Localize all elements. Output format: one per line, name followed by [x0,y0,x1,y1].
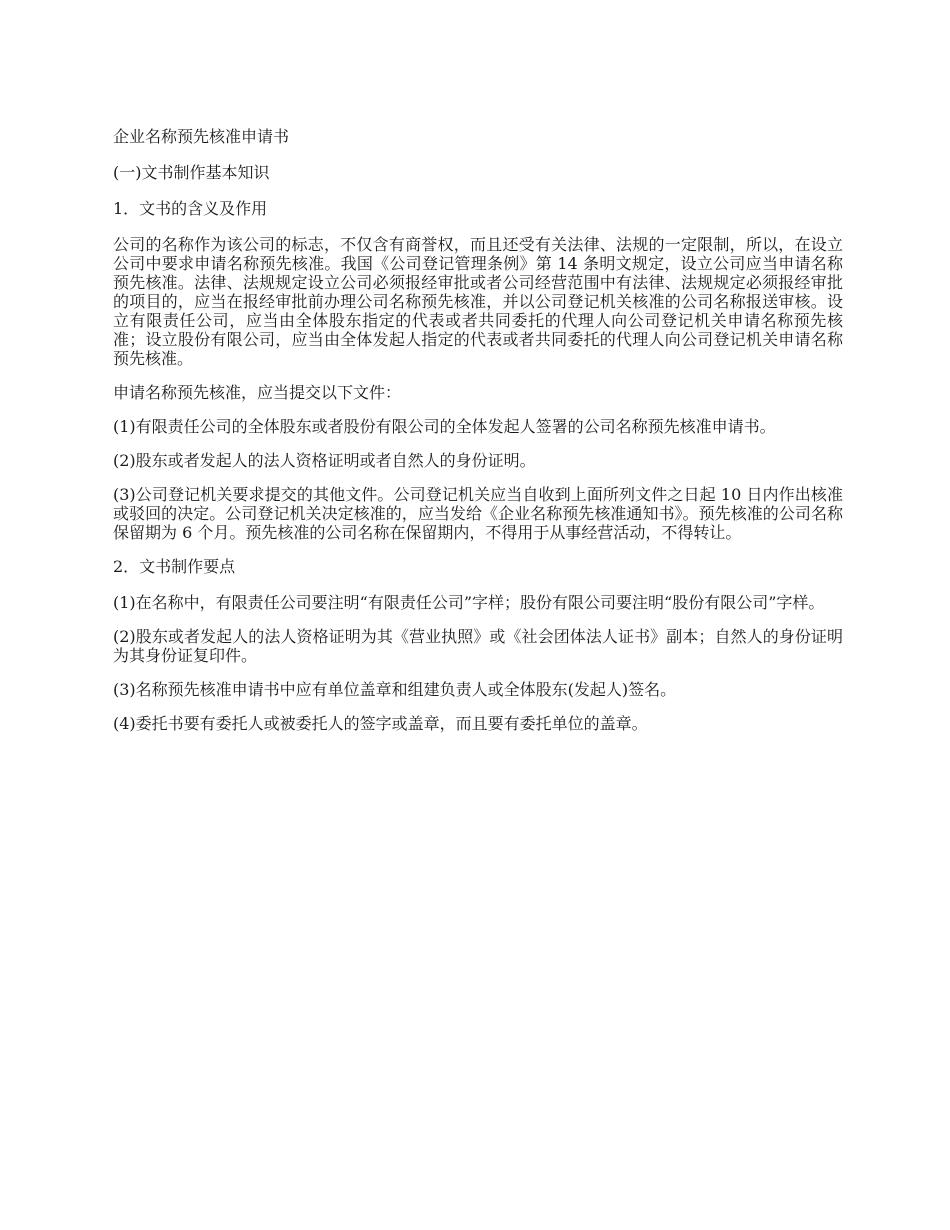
list-item-file-3: (3)公司登记机关要求提交的其他文件。公司登记机关应当自收到上面所列文件之日起 10 日内作出核准或驳回的决定。公司登记机关决定核准的，应当发给《企业名称预先核准通知书》。预先核准的公司名称保留期为 6 个月。预先核准的公司名称在保留期内，不得用于从事经营活动，不得转让。 [113,485,843,542]
paragraph-required-files: 申请名称预先核准，应当提交以下文件： [113,383,402,402]
list-item-file-2: (2)股东或者发起人的法人资格证明或者自然人的身份证明。 [113,451,536,470]
document-page [113,127,843,748]
list-item-point-2: (2)股东或者发起人的法人资格证明为其《营业执照》或《社会团体法人证书》副本；自然人的身份证明为其身份证复印件。 [113,627,843,665]
list-item-file-1: (1)有限责任公司的全体股东或者股份有限公司的全体发起人签署的公司名称预先核准申请书。 [113,417,776,436]
paragraph-meaning: 公司的名称作为该公司的标志，不仅含有商誉权，而且还受有关法律、法规的一定限制，所以，在设立公司中要求申请名称预先核准。我国《公司登记管理条例》第 14 条明文规定，设立公司应当申请名称预先核准。法律、法规规定设立公司必须报经审批或者公司经营范围中有法律、法规规定必须报经审批的项目的，应当在报经审批前办理公司名称预先核准，并以公司登记机关核准的公司名称报送审核。设立有限责任公司，应当由全体股东指定的代表或者共同委托的代理人向公司登记机关申请名称预先核准；设立股份有限公司，应当由全体发起人指定的代表或者共同委托的代理人向公司登记机关申请名称预先核准。 [113,235,843,368]
list-item-point-3: (3)名称预先核准申请书中应有单位盖章和组建负责人或全体股东(发起人)签名。 [113,680,677,699]
subsection-heading-2: 2．文书制作要点 [113,557,236,576]
section-heading: (一)文书制作基本知识 [113,163,270,182]
document-title: 企业名称预先核准申请书 [113,127,290,146]
list-item-point-4: (4)委托书要有委托人或被委托人的签字或盖章，而且要有委托单位的盖章。 [113,714,648,733]
subsection-heading-1: 1．文书的含义及作用 [113,199,268,218]
list-item-point-1: (1)在名称中，有限责任公司要注明“有限责任公司”字样；股份有限公司要注明“股份有限公司”字样。 [113,593,825,612]
